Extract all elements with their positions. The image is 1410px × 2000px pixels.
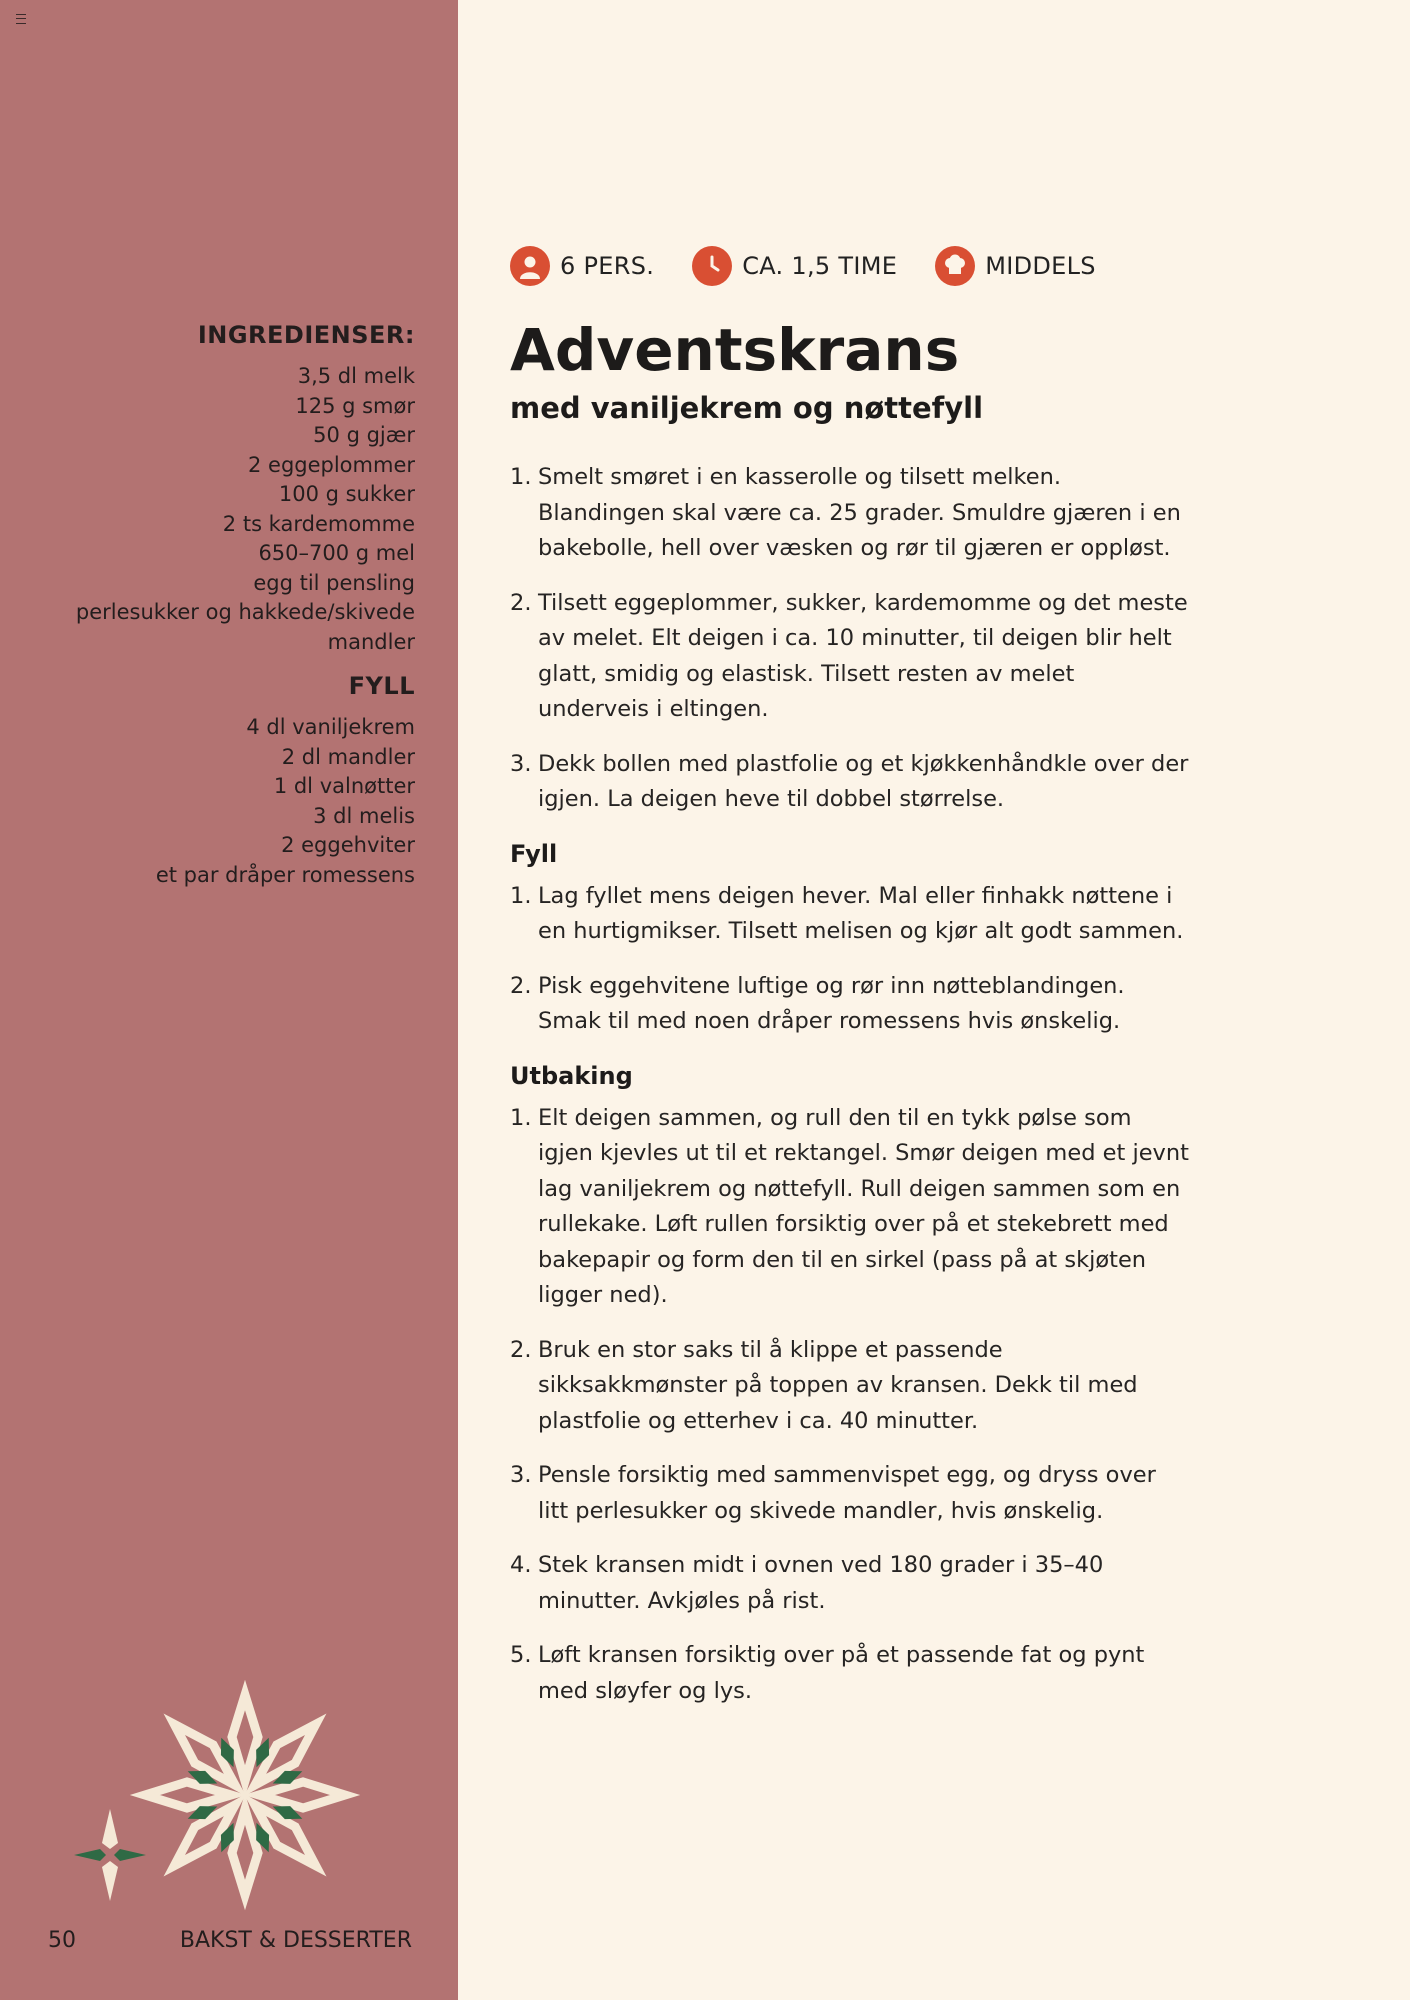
baking-section-heading: Utbaking — [510, 1061, 633, 1090]
step-item — [510, 1458, 1190, 1529]
ingredient-item: 650–700 g mel — [258, 541, 415, 565]
step-text: Bruk en stor saks til å klippe et passende sikksakkmønster på toppen av kransen. Dekk til med plastfolie og etterhev i ca. 40 minutter. — [538, 1336, 1138, 1434]
small-star-icon — [74, 1809, 146, 1901]
filling-item: 1 dl valnøtter — [273, 774, 415, 798]
filling-heading: FYLL — [348, 672, 415, 700]
step-item — [510, 1101, 1190, 1314]
step-text: Løft kransen forsiktig over på et passende fat og pynt med sløyfer og lys. — [538, 1642, 1145, 1704]
step-text: Pisk eggehvitene luftige og rør inn nøtteblandingen. Smak til med noen dråper romessens hvis ønskelig. — [538, 972, 1125, 1034]
filling-item: 2 dl mandler — [281, 744, 415, 769]
ingredients-heading: INGREDIENSER: — [197, 321, 415, 349]
filling-item: et par dråper romessens — [155, 862, 415, 887]
step-item — [510, 1638, 1190, 1709]
filling-item: 4 dl vaniljekrem — [246, 715, 415, 739]
servings-text: 6 PERS. — [560, 252, 655, 280]
step-text: Lag fyllet mens deigen hever. Mal eller finhakk nøttene i en hurtigmikser. Tilsett melisen og kjør alt godt sammen. — [538, 882, 1184, 944]
ingredient-item: 3,5 dl melk — [297, 364, 415, 388]
step-item — [510, 969, 1190, 1040]
filling-section-heading: Fyll — [510, 839, 558, 868]
filling-item: 2 eggehviter — [281, 833, 415, 857]
step-text: Elt deigen sammen, og rull den til en tykk pølse som igjen kjevles ut til et rektangel. Smør deigen med et jevnt lag vaniljekrem og nøttefyll. Rull deigen sammen som en rullekake. Løft rullen forsiktig over på et stekebrett med bakepapir og form den til en sirkel (pass på at skjøten ligger ned). — [538, 1104, 1189, 1308]
servings-info — [510, 246, 654, 286]
ingredient-item: 2 eggeplommer — [247, 452, 415, 477]
ingredient-item: egg til pensling — [253, 570, 415, 595]
step-number: 4. — [510, 1552, 532, 1578]
ingredients-list — [15, 362, 415, 657]
difficulty-text: MIDDELS — [985, 252, 1096, 280]
recipe-main — [510, 240, 1190, 1728]
step-number: 2. — [510, 1336, 532, 1363]
dough-steps — [510, 460, 1190, 818]
step-item — [510, 1548, 1190, 1619]
page-footer — [48, 1928, 412, 1953]
baking-steps — [510, 1101, 1190, 1710]
step-text: Stek kransen midt i ovnen ved 180 grader i 35–40 minutter. Avkjøles på rist. — [538, 1552, 1104, 1614]
large-star-icon — [145, 1695, 345, 1895]
section-name: BAKST & DESSERTER — [179, 1928, 412, 1953]
time-info — [692, 246, 897, 286]
recipe-meta — [510, 240, 1190, 292]
sidebar — [0, 0, 458, 2000]
filling-steps — [510, 879, 1190, 1040]
step-number: 1. — [510, 1104, 532, 1131]
filling-list — [15, 713, 415, 890]
step-number: 3. — [510, 750, 532, 777]
step-text: Tilsett eggeplommer, sukker, kardemomme og det meste av melet. Elt deigen i ca. 10 minutter, til deigen blir helt glatt, smidig og elastisk. Tilsett resten av melet underveis i eltingen. — [538, 589, 1188, 722]
step-item — [510, 460, 1190, 567]
step-item — [510, 586, 1190, 728]
ingredient-item: perlesukker og hakkede/skivede — [75, 600, 415, 624]
step-text: Smelt smøret i en kasserolle og tilsett melken. Blandingen skal være ca. 25 grader. Smuldre gjæren i en bakebolle, hell over væsken og rør til gjæren er oppløst. — [538, 464, 1181, 561]
step-number: 1. — [510, 882, 532, 909]
step-item — [510, 879, 1190, 950]
ingredient-item: 125 g smør — [295, 393, 415, 418]
menu-icon[interactable] — [16, 14, 26, 24]
snowflake-decoration-icon — [60, 1680, 370, 1920]
difficulty-info — [935, 246, 1096, 286]
step-number: 2. — [510, 589, 532, 616]
recipe-subtitle: med vaniljekrem og nøttefyll — [510, 391, 984, 425]
recipe-title: Adventskrans — [510, 316, 960, 384]
person-icon — [510, 246, 550, 286]
step-text: Pensle forsiktig med sammenvispet egg, og dryss over litt perlesukker og skivede mandler, hvis ønskelig. — [538, 1462, 1156, 1524]
step-number: 2. — [510, 972, 532, 999]
ingredient-item: 2 ts kardemomme — [222, 511, 415, 536]
step-text: Dekk bollen med plastfolie og et kjøkkenhåndkle over der igjen. La deigen heve til dobbel størrelse. — [538, 750, 1189, 812]
chef-hat-icon — [935, 246, 975, 286]
step-number: 5. — [510, 1642, 532, 1668]
clock-icon — [692, 246, 732, 286]
ingredient-item: 100 g sukker — [278, 482, 415, 506]
step-item — [510, 1333, 1190, 1440]
step-item — [510, 747, 1190, 818]
page-number: 50 — [48, 1928, 76, 1953]
step-number: 1. — [510, 464, 532, 490]
ingredient-item: 50 g gjær — [313, 423, 415, 447]
ingredients-panel — [15, 318, 415, 890]
step-number: 3. — [510, 1462, 532, 1488]
filling-item: 3 dl melis — [313, 803, 415, 828]
time-text: CA. 1,5 TIME — [742, 252, 898, 280]
ingredient-item: mandler — [327, 629, 415, 654]
